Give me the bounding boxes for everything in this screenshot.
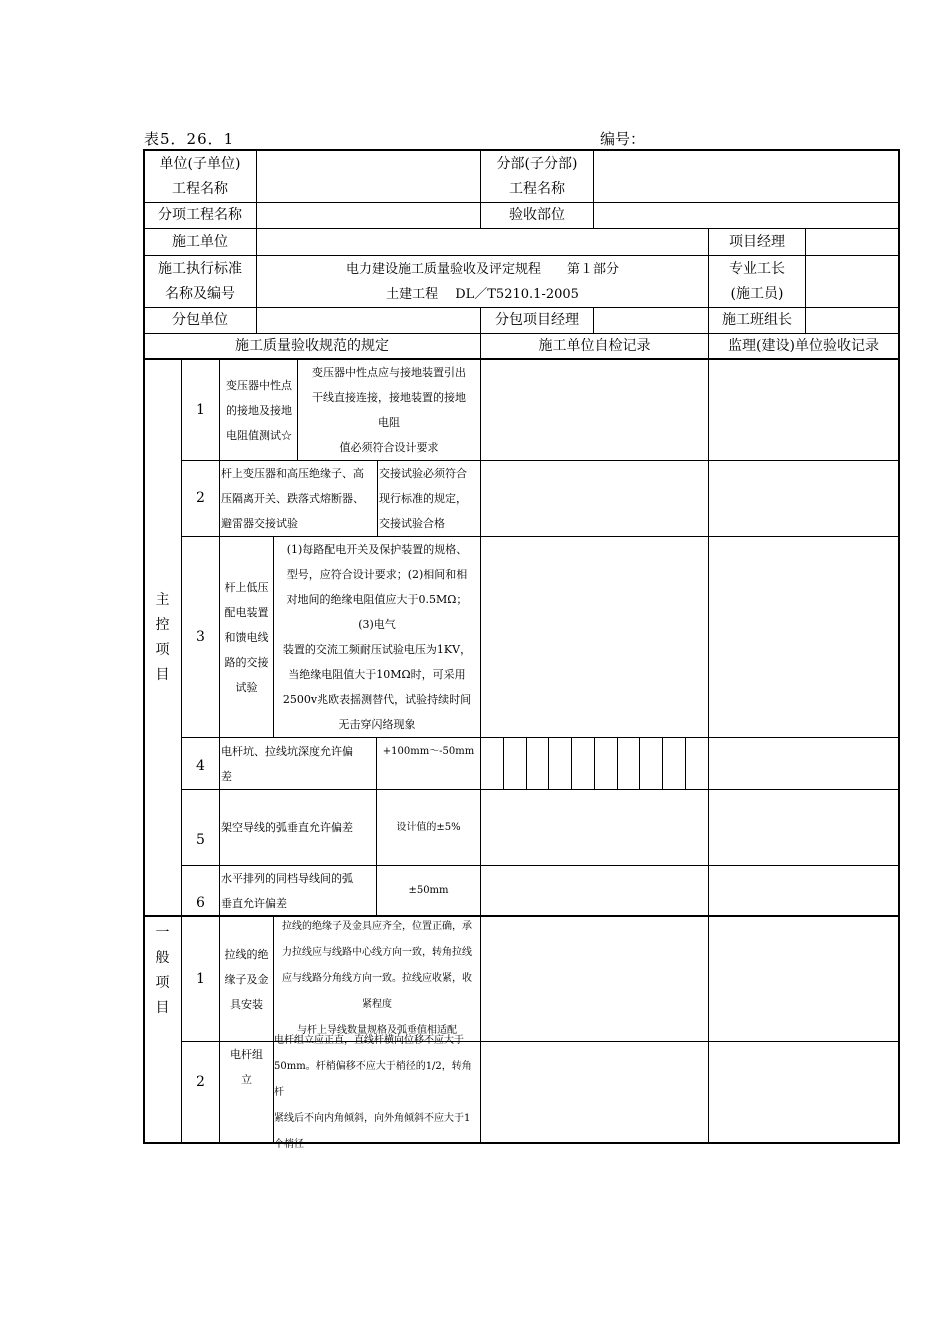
team-leader-label: 施工班组长 [722, 312, 792, 328]
main-item-3-requirement: (1)每路配电开关及保护装置的规格、 型号，应符合设计要求；(2)相间和相 对地间的绝缘电阻值应大于0.5MΩ； (3)电气 装置的交流工频耐压试验电压为1KV， 当绝缘电阻值大于10MΩ时，可采用 2500v兆欧表摇测替代，试验持续时间 无击穿闪络现象 [282, 543, 472, 731]
subcontractor-field[interactable] [257, 308, 480, 333]
main-item-6-no: 6 [196, 894, 205, 911]
main-item-5-tolerance: 设计值的±5% [396, 821, 461, 833]
team-leader-field[interactable] [806, 308, 898, 333]
main-item-6-tolerance: ±50mm [408, 884, 449, 896]
unit-label: 单位(子单位) 工程名称 [159, 155, 241, 197]
foreman-label: 专业工长 (施工员) [729, 260, 785, 302]
subcontractor-label: 分包单位 [172, 312, 228, 328]
general-item-1-no: 1 [196, 970, 205, 987]
measure-rule [571, 737, 572, 790]
measure-rule [685, 737, 686, 790]
main-item-4-no: 4 [196, 758, 205, 774]
main-item-1-no: 1 [196, 401, 205, 418]
serial-number-label: 编号： [600, 130, 646, 148]
general-item-2-name: 电杆组 立 [230, 1048, 263, 1086]
general-item-1-requirement: 拉线的绝缘子及金具应齐全，位置正确，承 力拉线应与线路中心线方向一致，转角拉线 应与线路分角线方向一致。拉线应收紧，收 紧程度 与杆上导线数量规格及弧垂值相适配 [282, 921, 472, 1036]
main-item-2-name: 杆上变压器和高压绝缘子、高 压隔离开关、跌落式熔断器、 避雷器交接试验 [221, 467, 364, 530]
standard-label: 施工执行标准 名称及编号 [158, 260, 242, 302]
col-header-self-check: 施工单位自检记录 [538, 337, 651, 354]
main-item-5-name: 架空导线的弧垂直允许偏差 [221, 821, 353, 834]
measure-rule [526, 737, 527, 790]
contractor-label: 施工单位 [172, 233, 228, 250]
foreman-field[interactable] [806, 256, 898, 307]
main-item-1-requirement: 变压器中性点应与接地装置引出 干线直接连接，接地装置的接地 电阻 值必须符合设计要求 [312, 366, 466, 454]
division-value-field[interactable] [594, 151, 898, 202]
sub-pm-field[interactable] [594, 308, 708, 333]
item-name-field[interactable] [257, 203, 480, 228]
main-item-4-tolerance: +100mm～-50mm [382, 746, 475, 757]
general-item-2-no: 2 [196, 1073, 205, 1090]
measure-rule [503, 737, 504, 790]
main-item-5-no: 5 [196, 831, 205, 848]
main-item-3-no: 3 [196, 628, 205, 645]
measure-rule [594, 737, 595, 790]
standard-value: 电力建设施工质量验收及评定规程 第１部分 土建工程 DL／T5210.1-2005 [345, 261, 619, 302]
main-item-4-name: 电杆坑、拉线坑深度允许偏 差 [221, 744, 353, 783]
table-number: 表5．26．1 [144, 130, 235, 148]
col-rule [708, 358, 709, 1144]
col-header-supervision: 监理(建设)单位验收记录 [728, 337, 879, 354]
main-item-1-name: 变压器中性点 的接地及接地 电阻值测试☆ [226, 378, 292, 442]
project-manager-label: 项目经理 [729, 233, 785, 250]
contractor-field[interactable] [257, 229, 708, 255]
general-item-2-requirement: 电杆组立应正直，直线杆横向位移不应大于 50mm。杆梢偏移不应大于梢径的1/2，转角杆 紧线后不向内角倾斜，向外角倾斜不应大于1 个梢径 [274, 1035, 472, 1150]
sub-pm-label: 分包项目经理 [495, 312, 579, 328]
col-rule [377, 460, 378, 537]
measure-rule [617, 737, 618, 790]
unit-value-field[interactable] [257, 151, 480, 202]
accept-part-field[interactable] [594, 203, 898, 228]
item-name-label: 分项工程名称 [158, 207, 242, 223]
main-item-2-no: 2 [196, 490, 205, 506]
main-item-6-name: 水平排列的同档导线间的弧 垂直允许偏差 [221, 871, 353, 910]
measure-rule [662, 737, 663, 790]
col-header-spec: 施工质量验收规范的规定 [235, 337, 389, 354]
main-item-3-name: 杆上低压 配电装置 和馈电线 路的交接 试验 [224, 580, 269, 694]
general-item-1-name: 拉线的绝 缘子及金 具安装 [224, 947, 269, 1011]
main-control-label: 主 控 项 目 [155, 591, 170, 683]
division-label: 分部(子分部) 工程名称 [496, 155, 578, 197]
measure-rule [639, 737, 640, 790]
col-rule [480, 358, 481, 1144]
general-items-label: 一 般 项 目 [155, 925, 170, 1016]
project-manager-field[interactable] [806, 229, 898, 255]
main-item-2-requirement: 交接试验必须符合 现行标准的规定， 交接试验合格 [379, 467, 467, 530]
accept-part-label: 验收部位 [509, 207, 565, 223]
measure-rule [548, 737, 549, 790]
